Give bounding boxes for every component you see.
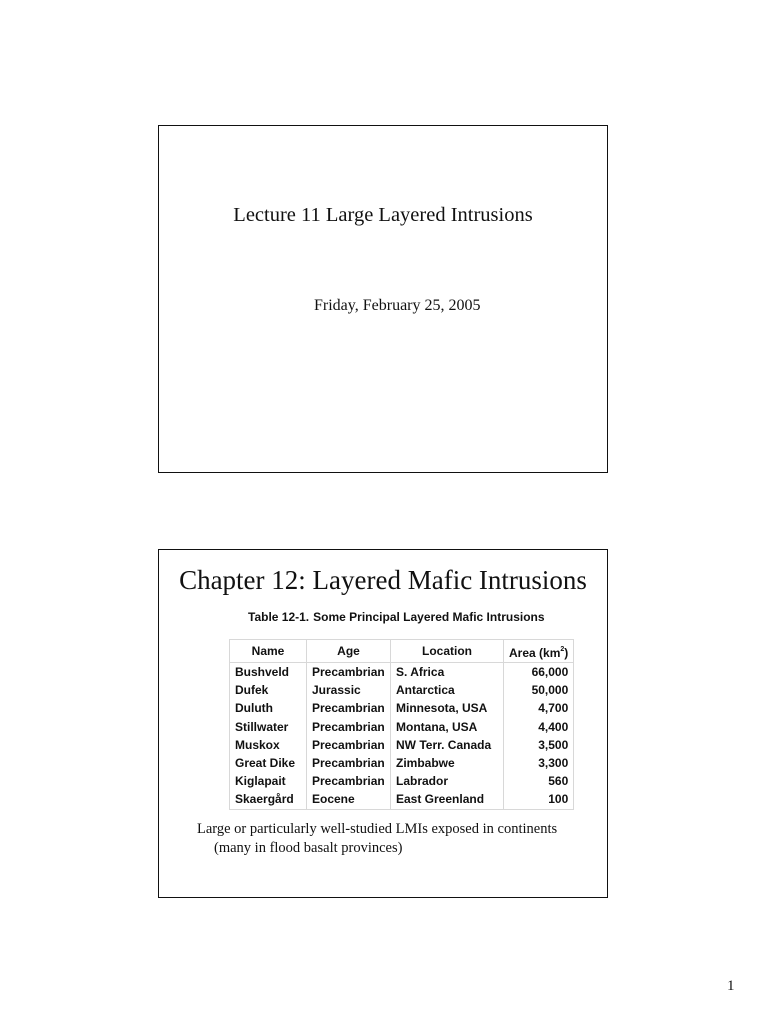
cell-age: Precambrian — [307, 699, 391, 717]
cell-area: 50,000 — [504, 681, 574, 699]
table-row — [230, 663, 574, 682]
cell-age: Precambrian — [307, 754, 391, 772]
table-row — [230, 790, 574, 809]
cell-age: Precambrian — [307, 663, 391, 682]
cell-age: Precambrian — [307, 772, 391, 790]
cell-area: 3,500 — [504, 736, 574, 754]
table-caption — [248, 610, 545, 624]
caption-line-1: Large or particularly well-studied LMIs exposed in continents — [197, 821, 558, 837]
cell-name: Kiglapait — [235, 774, 286, 789]
slide-caption — [197, 820, 557, 858]
slide-1 — [158, 125, 608, 473]
cell-location: S. Africa — [391, 663, 504, 682]
cell-name: Skaergård — [235, 792, 294, 807]
cell-age: Precambrian — [307, 718, 391, 736]
lecture-date: Friday, February 25, 2005 — [314, 297, 481, 314]
header-age: Age — [307, 640, 391, 663]
slide-2 — [158, 549, 608, 898]
table-row — [230, 754, 574, 772]
cell-name: Stillwater — [235, 719, 289, 734]
chapter-title: Chapter 12: Layered Mafic Intrusions — [179, 565, 587, 595]
table-row — [230, 699, 574, 717]
header-name: Name — [230, 640, 307, 663]
caption-line-2: (many in flood basalt provinces) — [214, 840, 403, 856]
cell-location: Antarctica — [391, 681, 504, 699]
cell-name: Great Dike — [235, 756, 296, 771]
cell-area: 100 — [504, 790, 574, 809]
cell-location: NW Terr. Canada — [391, 736, 504, 754]
header-area-close: ) — [564, 645, 569, 660]
cell-age: Jurassic — [307, 681, 391, 699]
table-row — [230, 681, 574, 699]
header-area-label: Area (km — [509, 645, 561, 660]
lecture-title: Lecture 11 Large Layered Intrusions — [233, 204, 533, 226]
header-area-exponent: 2 — [560, 645, 565, 653]
cell-location: Minnesota, USA — [391, 699, 504, 717]
table-label: Table 12-1. — [248, 610, 310, 624]
cell-area: 4,700 — [504, 699, 574, 717]
cell-name: Bushveld — [235, 665, 290, 680]
cell-location: East Greenland — [391, 790, 504, 809]
cell-area: 4,400 — [504, 718, 574, 736]
table-row — [230, 772, 574, 790]
header-area — [504, 640, 574, 663]
table-row — [230, 718, 574, 736]
cell-location: Montana, USA — [391, 718, 504, 736]
table-body — [230, 663, 574, 810]
cell-location: Labrador — [391, 772, 504, 790]
cell-area: 66,000 — [504, 663, 574, 682]
intrusions-table — [229, 639, 574, 810]
cell-location: Zimbabwe — [391, 754, 504, 772]
table-header-row — [230, 640, 574, 663]
cell-name: Duluth — [235, 701, 273, 716]
table-title: Some Principal Layered Mafic Intrusions — [313, 610, 545, 624]
page-number: 1 — [727, 978, 735, 994]
cell-name: Muskox — [235, 737, 280, 752]
cell-area: 560 — [504, 772, 574, 790]
cell-age: Precambrian — [307, 736, 391, 754]
table-row — [230, 736, 574, 754]
header-location: Location — [391, 640, 504, 663]
cell-age: Eocene — [307, 790, 391, 809]
cell-name: Dufek — [235, 683, 269, 698]
cell-area: 3,300 — [504, 754, 574, 772]
